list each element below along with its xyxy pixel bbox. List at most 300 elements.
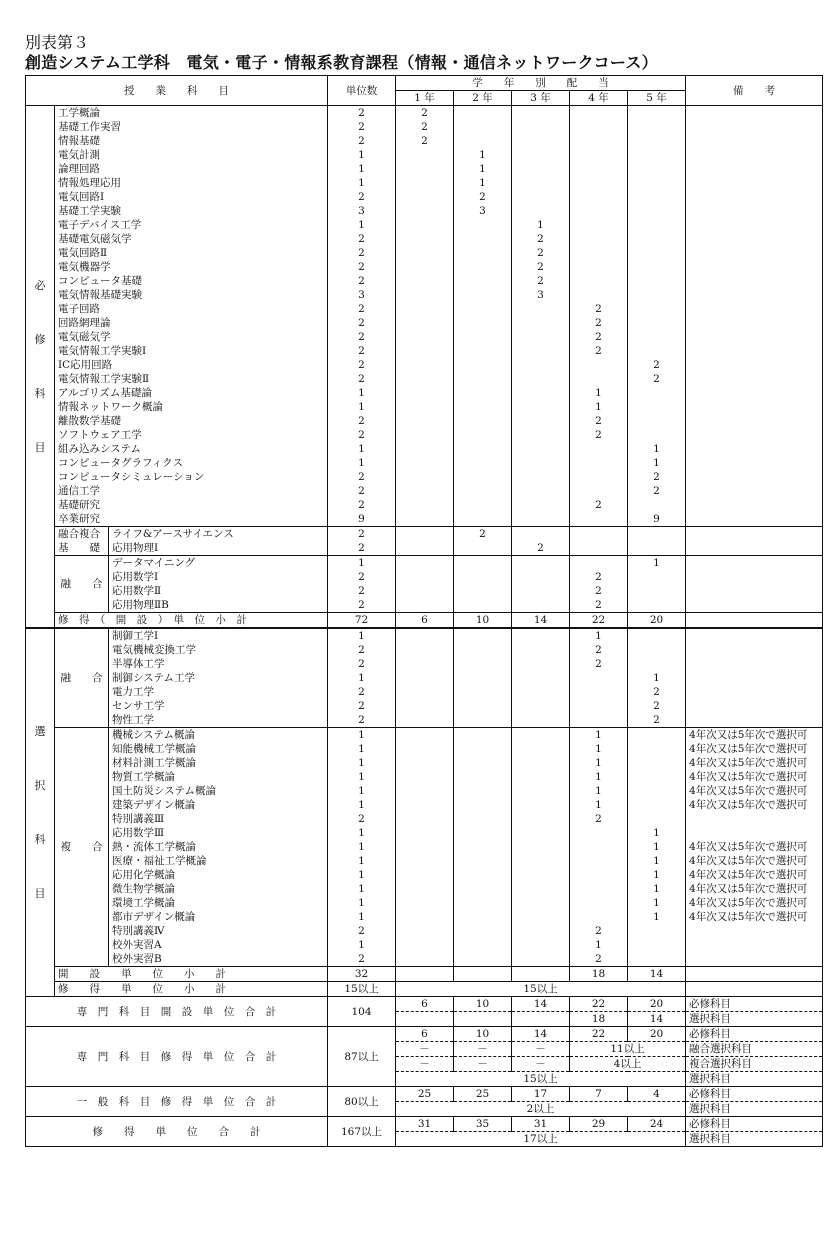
table-row (26, 556, 823, 571)
year-value (454, 924, 512, 938)
year-value (570, 470, 628, 484)
subject-name: 特別講義Ⅲ (109, 812, 328, 826)
year-value (628, 527, 686, 542)
year-value (628, 134, 686, 148)
unit-value: 1 (328, 456, 396, 470)
year-value (454, 442, 512, 456)
year-value (628, 120, 686, 134)
table-row (26, 685, 823, 699)
subject-name: 電気機械変換工学 (109, 643, 328, 657)
subject-name: 電力工学 (109, 685, 328, 699)
unit-value: 2 (328, 527, 396, 542)
table-row (26, 428, 823, 442)
table-cell (686, 967, 823, 982)
year-value: 2 (628, 713, 686, 728)
unit-value: 2 (328, 657, 396, 671)
subtotal-value: 6 (396, 613, 454, 629)
year-value (396, 414, 454, 428)
year-value: 1 (628, 882, 686, 896)
table-row (26, 120, 823, 134)
unit-value: 2 (328, 232, 396, 246)
subject-name: 半導体工学 (109, 657, 328, 671)
year-value (396, 344, 454, 358)
unit-value: 1 (328, 628, 396, 643)
year-value (570, 176, 628, 190)
remark: 4年次又は5年次で選択可 (686, 868, 823, 882)
remark (686, 584, 823, 598)
subject-name: 情報処理応用 (55, 176, 328, 190)
table-row (26, 316, 823, 330)
year-value (396, 854, 454, 868)
section-char: 必 (34, 278, 46, 292)
table-row (26, 643, 823, 657)
doc-title: 創造システム工学科 電気・電子・情報系教育課程（情報・通信ネットワークコース） (25, 53, 658, 72)
year-value (396, 512, 454, 527)
year-value: 2 (570, 330, 628, 344)
total-value: － (512, 1042, 570, 1057)
year-value (570, 713, 628, 728)
remark (686, 274, 823, 288)
total-note: 選択科目 (686, 1102, 823, 1117)
remark (686, 938, 823, 952)
subject-name: 環境工学概論 (109, 896, 328, 910)
remark (686, 372, 823, 386)
year-value (512, 190, 570, 204)
year-value (628, 924, 686, 938)
curriculum-table (25, 75, 822, 1147)
year-value: 2 (570, 657, 628, 671)
table-row (26, 148, 823, 162)
year-value: 1 (570, 400, 628, 414)
unit-value: 2 (328, 570, 396, 584)
table-row (26, 997, 823, 1012)
remark (686, 428, 823, 442)
year-value: 2 (570, 643, 628, 657)
year-value (570, 288, 628, 302)
year-value (512, 414, 570, 428)
year-value (512, 358, 570, 372)
year-value: 2 (628, 484, 686, 498)
total-value: 20 (628, 1027, 686, 1042)
total-value: 6 (396, 1027, 454, 1042)
total-value: 4以上 (570, 1057, 686, 1072)
table-cell (396, 1012, 454, 1027)
total-value: 29 (570, 1117, 628, 1132)
subject-name: 電気回路Ⅱ (55, 246, 328, 260)
year-value: 2 (570, 498, 628, 512)
year-value (454, 742, 512, 756)
year-value (396, 556, 454, 571)
table-row (26, 204, 823, 218)
year-value (396, 910, 454, 924)
year-value (396, 162, 454, 176)
year-value (454, 344, 512, 358)
year-value (454, 120, 512, 134)
year-value (454, 414, 512, 428)
year-value (396, 952, 454, 967)
unit-value: 1 (328, 148, 396, 162)
year-value (570, 868, 628, 882)
year-value (396, 498, 454, 512)
table-row (26, 134, 823, 148)
unit-value: 2 (328, 344, 396, 358)
unit-value: 2 (328, 316, 396, 330)
year-value (396, 924, 454, 938)
unit-value: 1 (328, 386, 396, 400)
year-value (396, 598, 454, 613)
year-value (628, 288, 686, 302)
unit-value: 1 (328, 162, 396, 176)
remark: 4年次又は5年次で選択可 (686, 784, 823, 798)
year-value (512, 671, 570, 685)
year-value (396, 570, 454, 584)
unit-value: 1 (328, 938, 396, 952)
total-value: 14 (628, 1012, 686, 1027)
subject-name: 組み込みシステム (55, 442, 328, 456)
year-value (396, 868, 454, 882)
total-label: 専 門 科 目 修 得 単 位 合 計 (26, 1027, 328, 1087)
year-value (396, 728, 454, 743)
total-value: 15以上 (396, 1072, 686, 1087)
subject-name: 材料計測工学概論 (109, 756, 328, 770)
year-value: 2 (570, 414, 628, 428)
subject-name: 電気情報基礎実験 (55, 288, 328, 302)
unit-value: 1 (328, 742, 396, 756)
year-value (628, 570, 686, 584)
year-value (570, 232, 628, 246)
subject-name: 国土防災システム概論 (109, 784, 328, 798)
year-value (628, 728, 686, 743)
remark (686, 288, 823, 302)
year-value: 2 (396, 120, 454, 134)
year-value (570, 358, 628, 372)
year-value (512, 882, 570, 896)
unit-value: 1 (328, 728, 396, 743)
table-row (26, 671, 823, 685)
year-value: 2 (570, 812, 628, 826)
table-row (26, 756, 823, 770)
year-value (628, 498, 686, 512)
year-value (512, 840, 570, 854)
table-row (26, 541, 823, 556)
remark: 4年次又は5年次で選択可 (686, 798, 823, 812)
year-value (570, 134, 628, 148)
section-char: 目 (34, 440, 46, 454)
year-value (396, 232, 454, 246)
remark: 4年次又は5年次で選択可 (686, 896, 823, 910)
year-value (512, 120, 570, 134)
year-value (512, 484, 570, 498)
year-value (628, 274, 686, 288)
year-value (628, 204, 686, 218)
unit-value: 2 (328, 498, 396, 512)
remark (686, 456, 823, 470)
total-value: － (396, 1042, 454, 1057)
remark (686, 246, 823, 260)
year-value (570, 260, 628, 274)
year-value (454, 316, 512, 330)
remark (686, 330, 823, 344)
subject-name: 物質工学概論 (109, 770, 328, 784)
year-value (454, 598, 512, 613)
year-value (570, 456, 628, 470)
year-value (512, 728, 570, 743)
unit-value: 2 (328, 358, 396, 372)
year-value (570, 685, 628, 699)
year-value (396, 148, 454, 162)
remark (686, 414, 823, 428)
year-value: 9 (628, 512, 686, 527)
unit-value: 2 (328, 484, 396, 498)
elective-open-subtotal-label: 開 設 単 位 小 計 (55, 967, 328, 982)
year-value: 2 (628, 372, 686, 386)
year-value: 1 (628, 840, 686, 854)
year-value (454, 570, 512, 584)
year-value (396, 826, 454, 840)
year-value (570, 512, 628, 527)
year-value (454, 386, 512, 400)
year-value (396, 442, 454, 456)
unit-value: 2 (328, 598, 396, 613)
category-label: 融 合 (55, 628, 109, 728)
year-value (454, 770, 512, 784)
year-value (396, 756, 454, 770)
table-row (26, 613, 823, 629)
subject-name: 基礎電気磁気学 (55, 232, 328, 246)
elective-get-subtotal-label: 修 得 単 位 小 計 (55, 982, 328, 997)
subject-name: 制御工学Ⅰ (109, 628, 328, 643)
year-value (628, 812, 686, 826)
category-label: 融合複合 (55, 527, 109, 542)
subject-name: 医療・福祉工学概論 (109, 854, 328, 868)
year-value (628, 400, 686, 414)
year-value (396, 699, 454, 713)
unit-value: 1 (328, 896, 396, 910)
year-value (570, 204, 628, 218)
remark: 4年次又は5年次で選択可 (686, 728, 823, 743)
subject-name: コンピュータシミュレーション (55, 470, 328, 484)
year-value (570, 442, 628, 456)
subtotal-value: 10 (454, 613, 512, 629)
table-row (26, 742, 823, 756)
year-value: 1 (570, 728, 628, 743)
year-value (512, 826, 570, 840)
year-value (396, 657, 454, 671)
year-value (396, 584, 454, 598)
year-value (396, 527, 454, 542)
table-row (26, 952, 823, 967)
year-value (512, 812, 570, 826)
table-row (26, 498, 823, 512)
table-row (26, 1027, 823, 1042)
total-value: 35 (454, 1117, 512, 1132)
unit-value: 2 (328, 643, 396, 657)
year-value: 1 (454, 176, 512, 190)
year-value (454, 671, 512, 685)
year-value: 1 (628, 826, 686, 840)
subtotal-value: 15以上 (328, 982, 396, 997)
year-value (512, 868, 570, 882)
year-value (454, 274, 512, 288)
year-value (570, 896, 628, 910)
header-y4: 4 年 (570, 91, 628, 106)
remark (686, 613, 823, 629)
total-label: 一 般 科 目 修 得 単 位 合 計 (26, 1087, 328, 1117)
unit-value: 2 (328, 924, 396, 938)
year-value (396, 302, 454, 316)
subject-name: コンピュータグラフィクス (55, 456, 328, 470)
unit-value: 1 (328, 784, 396, 798)
year-value (396, 938, 454, 952)
table-row (26, 784, 823, 798)
year-value (628, 657, 686, 671)
subject-name: 電気情報工学実験Ⅰ (55, 344, 328, 358)
year-value (512, 910, 570, 924)
total-label: 修 得 単 位 合 計 (26, 1117, 328, 1147)
total-value: － (454, 1057, 512, 1072)
total-value: 7 (570, 1087, 628, 1102)
subject-name: センサ工学 (109, 699, 328, 713)
year-value (512, 770, 570, 784)
remark (686, 358, 823, 372)
total-units: 80以上 (328, 1087, 396, 1117)
year-value: 2 (512, 246, 570, 260)
subject-name: 応用数学Ⅱ (109, 584, 328, 598)
year-value: 2 (512, 274, 570, 288)
total-value: 14 (512, 1027, 570, 1042)
year-value (570, 826, 628, 840)
year-value (396, 428, 454, 442)
subject-name: 校外実習B (109, 952, 328, 967)
year-value (396, 685, 454, 699)
remark (686, 812, 823, 826)
elective-section-label (26, 628, 55, 997)
remark (686, 120, 823, 134)
year-value (396, 218, 454, 232)
year-value (512, 657, 570, 671)
year-value (512, 428, 570, 442)
table-row (26, 400, 823, 414)
unit-value: 2 (328, 812, 396, 826)
year-value: 1 (570, 784, 628, 798)
year-value (628, 784, 686, 798)
remark (686, 498, 823, 512)
total-value: 17 (512, 1087, 570, 1102)
year-value (396, 288, 454, 302)
table-row (26, 728, 823, 743)
table-row (26, 176, 823, 190)
remark (686, 570, 823, 584)
year-value (628, 316, 686, 330)
subject-name: 卒業研究 (55, 512, 328, 527)
year-value (512, 896, 570, 910)
remark (686, 685, 823, 699)
table-row (26, 527, 823, 542)
year-value (570, 484, 628, 498)
remark (686, 713, 823, 728)
year-value (396, 176, 454, 190)
total-value: 31 (512, 1117, 570, 1132)
remark (686, 260, 823, 274)
unit-value: 2 (328, 414, 396, 428)
unit-value: 1 (328, 868, 396, 882)
subject-name: 特別講義Ⅳ (109, 924, 328, 938)
year-value: 1 (570, 770, 628, 784)
year-value (570, 556, 628, 571)
year-value: 1 (628, 556, 686, 571)
year-value (512, 699, 570, 713)
year-value (512, 302, 570, 316)
year-value (570, 854, 628, 868)
subject-name: 回路網理論 (55, 316, 328, 330)
remark (686, 302, 823, 316)
unit-value: 2 (328, 428, 396, 442)
table-row (26, 76, 823, 91)
year-value (396, 484, 454, 498)
category-label: 基 礎 (55, 541, 109, 556)
subtotal-value: 72 (328, 613, 396, 629)
subject-name: 都市デザイン概論 (109, 910, 328, 924)
header-y3: 3 年 (512, 91, 570, 106)
remark (686, 924, 823, 938)
year-value (396, 643, 454, 657)
remark (686, 699, 823, 713)
total-value: 10 (454, 1027, 512, 1042)
total-value: 2以上 (396, 1102, 686, 1117)
table-row (26, 910, 823, 924)
unit-value: 2 (328, 190, 396, 204)
year-value (396, 246, 454, 260)
table-row (26, 260, 823, 274)
total-note: 必修科目 (686, 1117, 823, 1132)
subject-name: 情報基礎 (55, 134, 328, 148)
year-value (512, 498, 570, 512)
table-row (26, 868, 823, 882)
year-value (454, 556, 512, 571)
subject-name: 基礎工作実習 (55, 120, 328, 134)
unit-value: 2 (328, 120, 396, 134)
unit-value: 1 (328, 882, 396, 896)
subject-name: データマイニング (109, 556, 328, 571)
remark (686, 316, 823, 330)
year-value (512, 685, 570, 699)
table-row (26, 302, 823, 316)
year-value (512, 400, 570, 414)
section-char: 科 (34, 386, 46, 400)
year-value (396, 541, 454, 556)
year-value: 2 (512, 541, 570, 556)
header-subject: 授 業 科 目 (26, 76, 328, 106)
year-value (628, 598, 686, 613)
table-row (26, 584, 823, 598)
subject-name: 応用数学Ⅲ (109, 826, 328, 840)
remark (686, 643, 823, 657)
total-value: 24 (628, 1117, 686, 1132)
subtotal-value: 14 (628, 967, 686, 982)
year-value (512, 643, 570, 657)
year-value (454, 713, 512, 728)
subject-name: 電気磁気学 (55, 330, 328, 344)
year-value: 2 (396, 106, 454, 121)
year-value (570, 106, 628, 121)
unit-value: 2 (328, 541, 396, 556)
remark (686, 218, 823, 232)
subject-name: 応用化学概論 (109, 868, 328, 882)
year-value (396, 386, 454, 400)
remark: 4年次又は5年次で選択可 (686, 854, 823, 868)
year-value (454, 232, 512, 246)
table-row (26, 1087, 823, 1102)
